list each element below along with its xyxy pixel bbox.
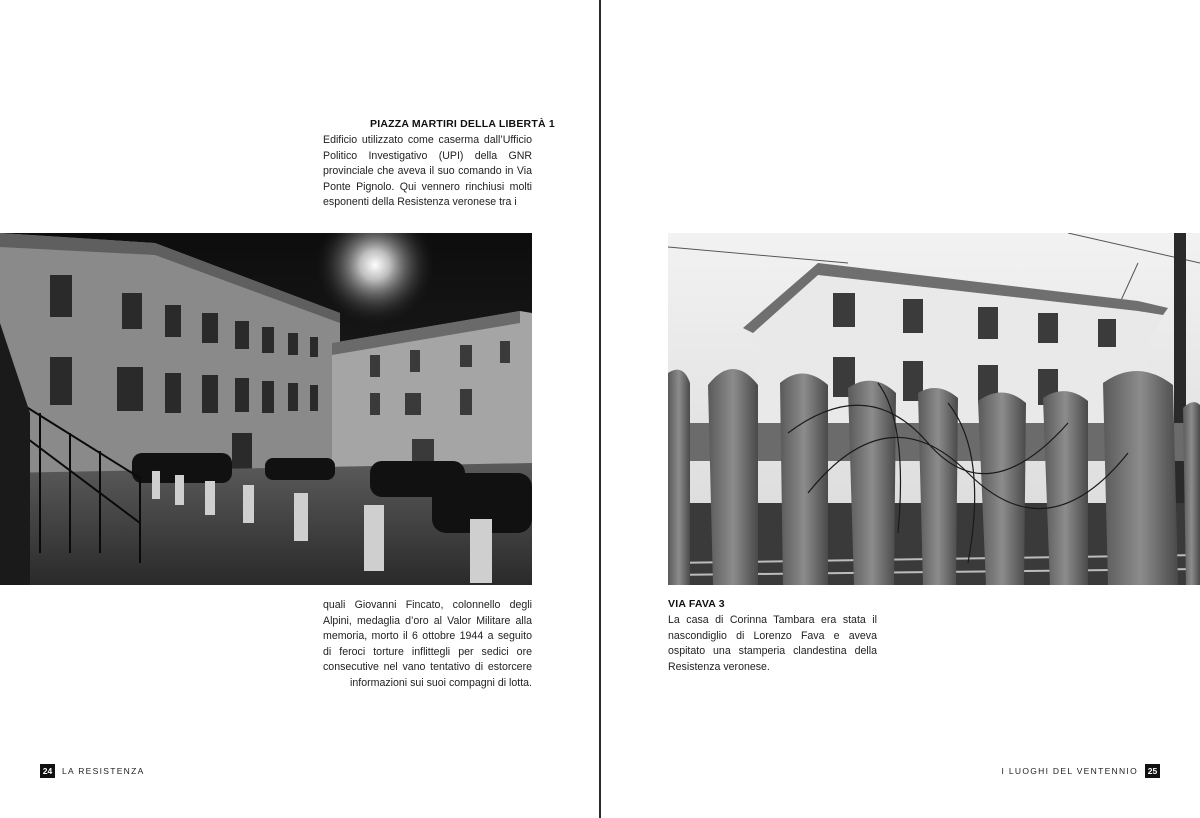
running-head: I LUOGHI DEL VENTENNIO (1001, 766, 1138, 776)
via-fava-photo (668, 233, 1200, 585)
folio-left (40, 764, 145, 778)
section-heading: VIA FAVA 3 (668, 598, 725, 610)
piazza-photo (0, 233, 532, 585)
page-number: 24 (40, 764, 55, 778)
running-head: LA RESISTENZA (62, 766, 145, 776)
via-fava-paragraph: La casa di Corinna Tambara era stata il nascondiglio di Lorenzo Fava e aveva ospitato una stamperia clandestina della Resistenza veronese. (668, 614, 877, 673)
page-number: 25 (1145, 764, 1160, 778)
folio-right (1002, 764, 1160, 778)
continued-paragraph: quali Giovanni Fincato, colonnello degli Alpini, medaglia d’oro al Valor Militare alla memoria, morto il 6 ottobre 1944 a seguito di feroci torture inflittegli per sedici ore consecutive nel vano tentativo di estorcere informazioni sui suoi compagni di lotta. (323, 599, 532, 689)
intro-paragraph: Edificio utilizzato come caserma dall’Ufficio Politico Investigativo (UPI) della GNR provinciale che aveva il suo comando in Via Ponte Pignolo. Qui vennero rinchiusi molti esponenti della Resistenza veronese tra i (323, 134, 532, 208)
section-heading: PIAZZA MARTIRI DELLA LIBERTÀ 1 (370, 118, 555, 130)
right-page (600, 0, 1200, 818)
